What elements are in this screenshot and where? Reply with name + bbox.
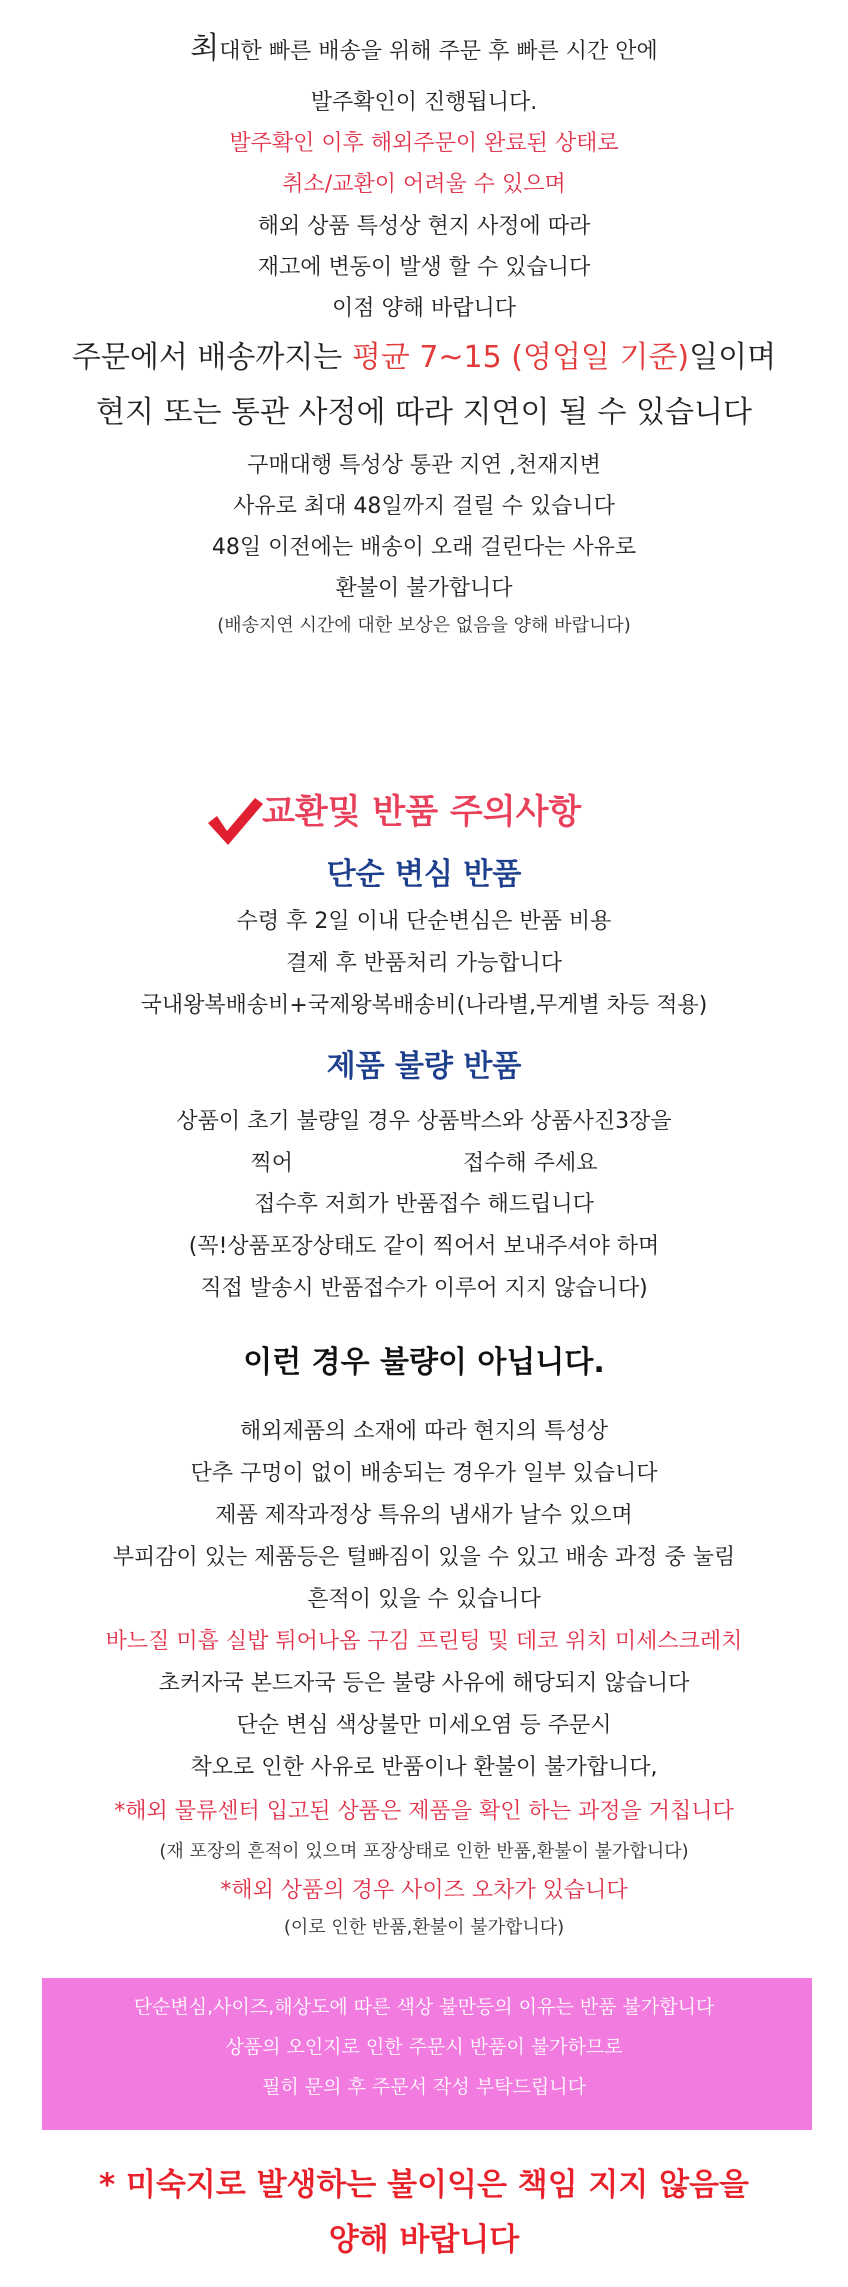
exchange-heading: 교환및 반품 주의사항 <box>262 792 582 832</box>
not-defect-line-5: 흔적이 있을 수 있습니다 <box>307 1587 541 1612</box>
defect-return-line-5: 직접 발송시 반품접수가 이루어 지지 않습니다) <box>200 1276 648 1301</box>
notice-box-line-1: 단순변심,사이즈,해상도에 따른 색상 불만등의 이유는 반품 불가합니다 <box>133 1996 715 2018</box>
simple-return-title: 단순 변심 반품 <box>326 857 522 892</box>
not-defect-line-4: 부피감이 있는 제품등은 털빠짐이 있을 수 있고 배송 과정 중 눌림 <box>112 1545 736 1570</box>
not-defect-line-8: 단순 변심 색상불만 미세오염 등 주문시 <box>236 1713 612 1738</box>
not-defect-line-3: 제품 제작과정상 특유의 냄새가 날수 있으며 <box>215 1503 633 1528</box>
notice-box-line-2: 상품의 오인지로 인한 주문시 반품이 불가하므로 <box>225 2036 623 2058</box>
checkmark-icon <box>205 795 265 849</box>
shipping-line-11: 사유로 최대 48일까지 걸릴 수 있습니다 <box>233 494 615 519</box>
shipping-line-2: 발주확인이 진행됩니다. <box>310 90 538 115</box>
delivery-time-suffix: 일이며 <box>689 340 777 375</box>
defect-return-line-3: 접수후 저희가 반품접수 해드립니다 <box>254 1192 594 1217</box>
notice-box-line-3: 필히 문의 후 주문서 작성 부탁드립니다 <box>262 2076 586 2098</box>
not-defect-line-13: (이로 인한 반품,환불이 불가합니다) <box>283 1917 565 1938</box>
not-defect-line-1: 해외제품의 소재에 따라 현지의 특성상 <box>239 1419 608 1444</box>
not-defect-line-9: 착오로 인한 사유로 반품이나 환불이 불가합니다, <box>190 1755 658 1780</box>
shipping-line-1-first-char: 최 <box>190 31 220 66</box>
shipping-line-12: 48일 이전에는 배송이 오래 걸린다는 사유로 <box>211 535 637 560</box>
shipping-line-14: (배송지연 시간에 대한 보상은 없음을 양해 바랍니다) <box>217 615 631 636</box>
not-defect-line-7: 초커자국 본드자국 등은 불량 사유에 해당되지 않습니다 <box>158 1671 690 1696</box>
footer-line-2: 양해 바랍니다 <box>328 2222 520 2258</box>
delivery-time-average: 평균 7~15 (영업일 기준) <box>351 340 690 375</box>
simple-return-line-3: 국내왕복배송비+국제왕복배송비(나라별,무게별 차등 적용) <box>140 993 708 1018</box>
shipping-line-1 <box>0 31 848 66</box>
shipping-line-7: 이점 양해 바랍니다 <box>331 296 516 321</box>
defect-return-line-4: (꼭!상품포장상태도 같이 찍어서 보내주셔야 하며 <box>188 1234 660 1259</box>
defect-return-line-1: 상품이 초기 불량일 경우 상품박스와 상품사진3장을 <box>176 1109 672 1134</box>
defect-return-line-2 <box>0 1153 848 1175</box>
shipping-line-1-rest: 대한 빠른 배송을 위해 주문 후 빠른 시간 안에 <box>219 39 658 64</box>
not-defect-line-6: 바느질 미흡 실밥 튀어나옴 구김 프린팅 및 데코 위치 미세스크레치 <box>105 1629 743 1654</box>
defect-line-2-start: 찍어 <box>250 1151 293 1176</box>
shipping-delivery-time <box>0 340 848 375</box>
shipping-line-13: 환불이 불가합니다 <box>335 576 513 601</box>
defect-return-title: 제품 불량 반품 <box>326 1049 522 1084</box>
shipping-line-6: 재고에 변동이 발생 할 수 있습니다 <box>257 255 591 280</box>
footer-line-1: * 미숙지로 발생하는 불이익은 책임 지지 않음을 <box>99 2167 749 2203</box>
not-defect-line-10: *해외 물류센터 입고된 상품은 제품을 확인 하는 과정을 거칩니다 <box>114 1799 734 1824</box>
delivery-time-prefix: 주문에서 배송까지는 <box>71 340 352 375</box>
shipping-delay-note: 현지 또는 통관 사정에 따라 지연이 될 수 있습니다 <box>96 395 752 430</box>
shipping-line-5: 해외 상품 특성상 현지 사정에 따라 <box>257 214 591 239</box>
shipping-line-10: 구매대행 특성상 통관 지연 ,천재지변 <box>247 453 601 478</box>
not-defect-line-12: *해외 상품의 경우 사이즈 오차가 있습니다 <box>220 1878 628 1903</box>
simple-return-line-2: 결제 후 반품처리 가능합니다 <box>285 951 562 976</box>
shipping-line-4: 취소/교환이 어려울 수 있으며 <box>282 172 566 197</box>
defect-line-2-end: 접수해 주세요 <box>463 1151 598 1176</box>
shipping-line-3: 발주확인 이후 해외주문이 완료된 상태로 <box>229 131 619 156</box>
not-defect-line-11: (재 포장의 흔적이 있으며 포장상태로 인한 반품,환불이 불가합니다) <box>159 1841 689 1862</box>
not-defect-title: 이런 경우 불량이 아닙니다. <box>243 1345 605 1380</box>
simple-return-line-1: 수령 후 2일 이내 단순변심은 반품 비용 <box>236 909 612 934</box>
not-defect-line-2: 단추 구멍이 없이 배송되는 경우가 일부 있습니다 <box>190 1461 658 1486</box>
